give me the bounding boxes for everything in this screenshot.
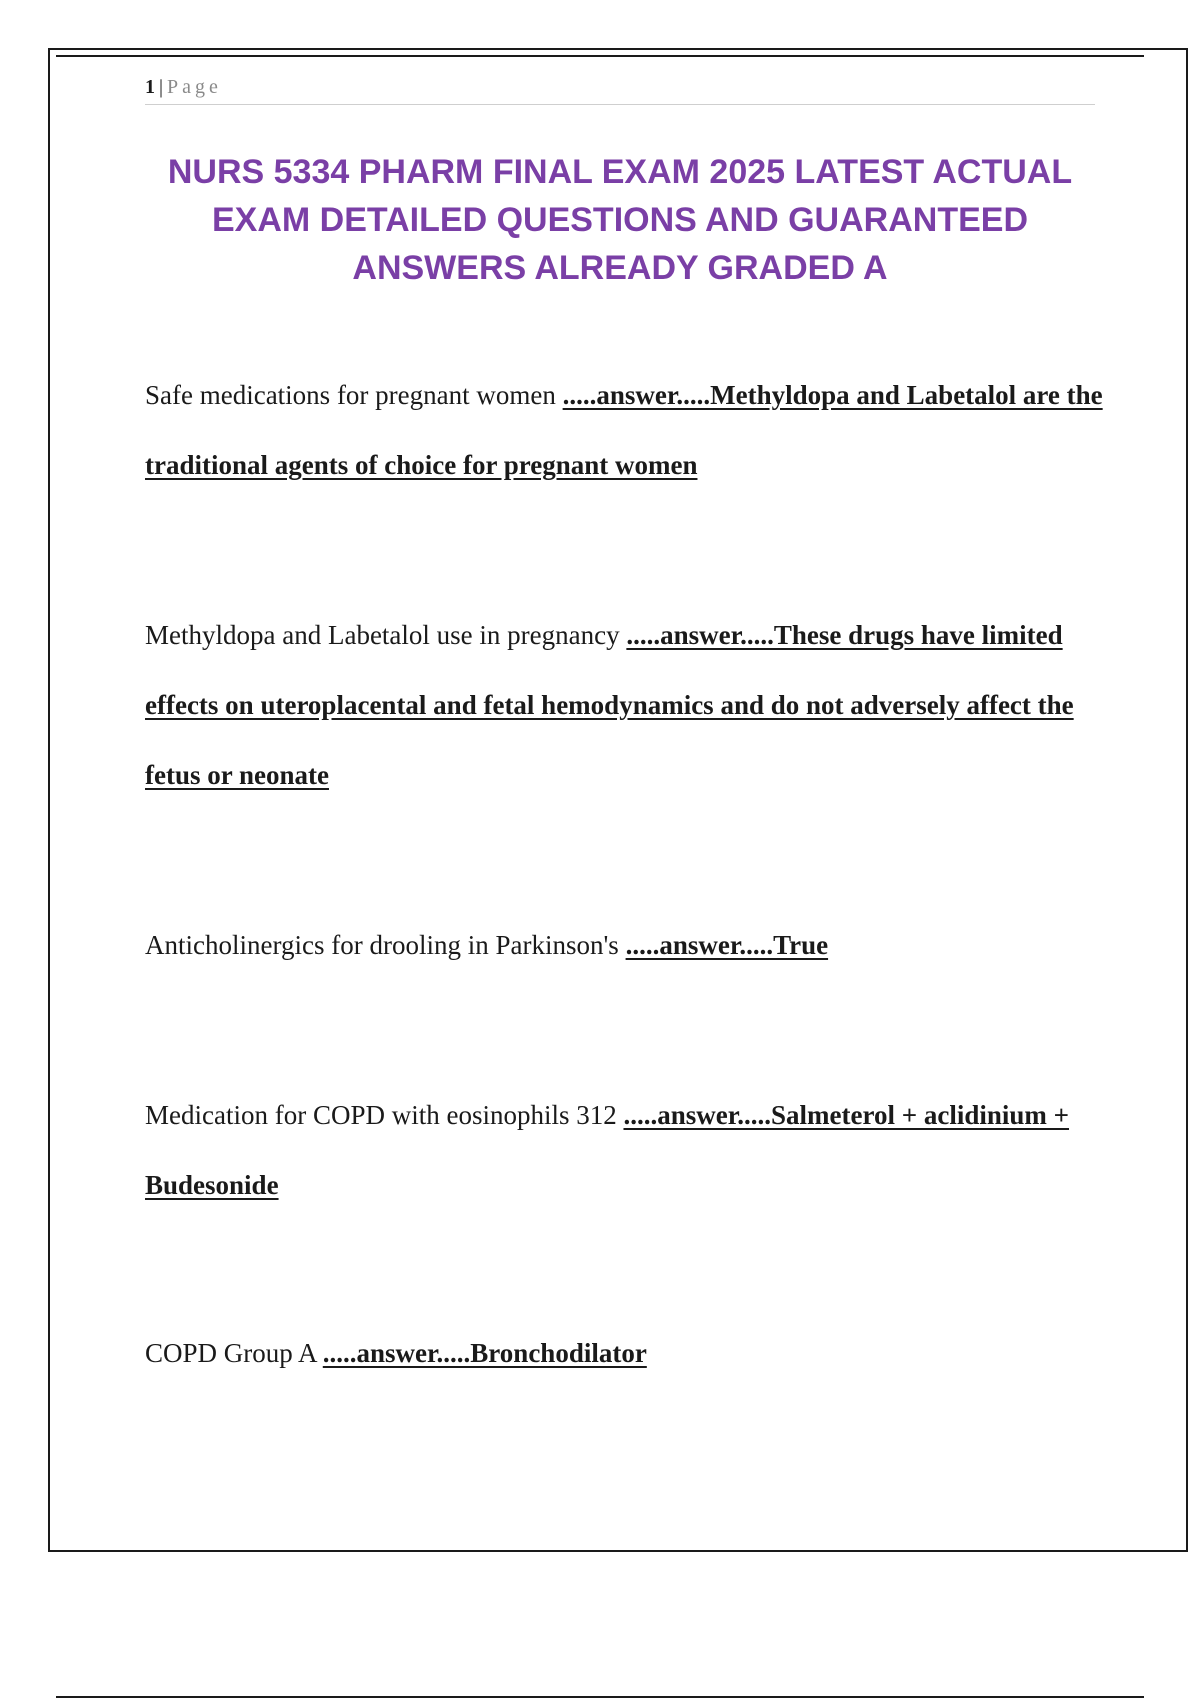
document-title: NURS 5334 PHARM FINAL EXAM 2025 LATEST ACTUAL EXAM DETAILED QUESTIONS AND GUARANTEED ANSWERS ALREADY GRADED A [167, 153, 1073, 287]
qa-item [145, 910, 1105, 980]
page-label: Page [167, 76, 222, 98]
answer-text: .....answer.....Salmeterol + aclidinium + Budesonide [145, 1100, 1070, 1200]
question-text: Medication for COPD with eosinophils 312 [145, 1100, 617, 1130]
qa-item [145, 600, 1105, 810]
page-header [145, 74, 1095, 105]
qa-item [145, 1318, 1105, 1388]
question-text: Safe medications for pregnant women [145, 380, 556, 410]
top-rule [56, 55, 1144, 57]
qa-item [145, 360, 1105, 500]
question-text: COPD Group A [145, 1338, 317, 1368]
answer-text: .....answer.....Methyldopa and Labetalol are the traditional agents of choice for pregnant women [145, 380, 1103, 480]
answer-text: .....answer.....These drugs have limited effects on uteroplacental and fetal hemodynamics and do not adversely affect the fetus or neonate [145, 620, 1074, 790]
bottom-rule [56, 1696, 1144, 1698]
page-separator: | [159, 76, 164, 98]
question-text: Anticholinergics for drooling in Parkinson's [145, 930, 619, 960]
qa-item [145, 1080, 1105, 1220]
question-text: Methyldopa and Labetalol use in pregnancy [145, 620, 620, 650]
page-number: 1 [145, 76, 155, 98]
answer-text: .....answer.....True [625, 930, 829, 960]
answer-text: .....answer.....Bronchodilator [322, 1338, 647, 1368]
